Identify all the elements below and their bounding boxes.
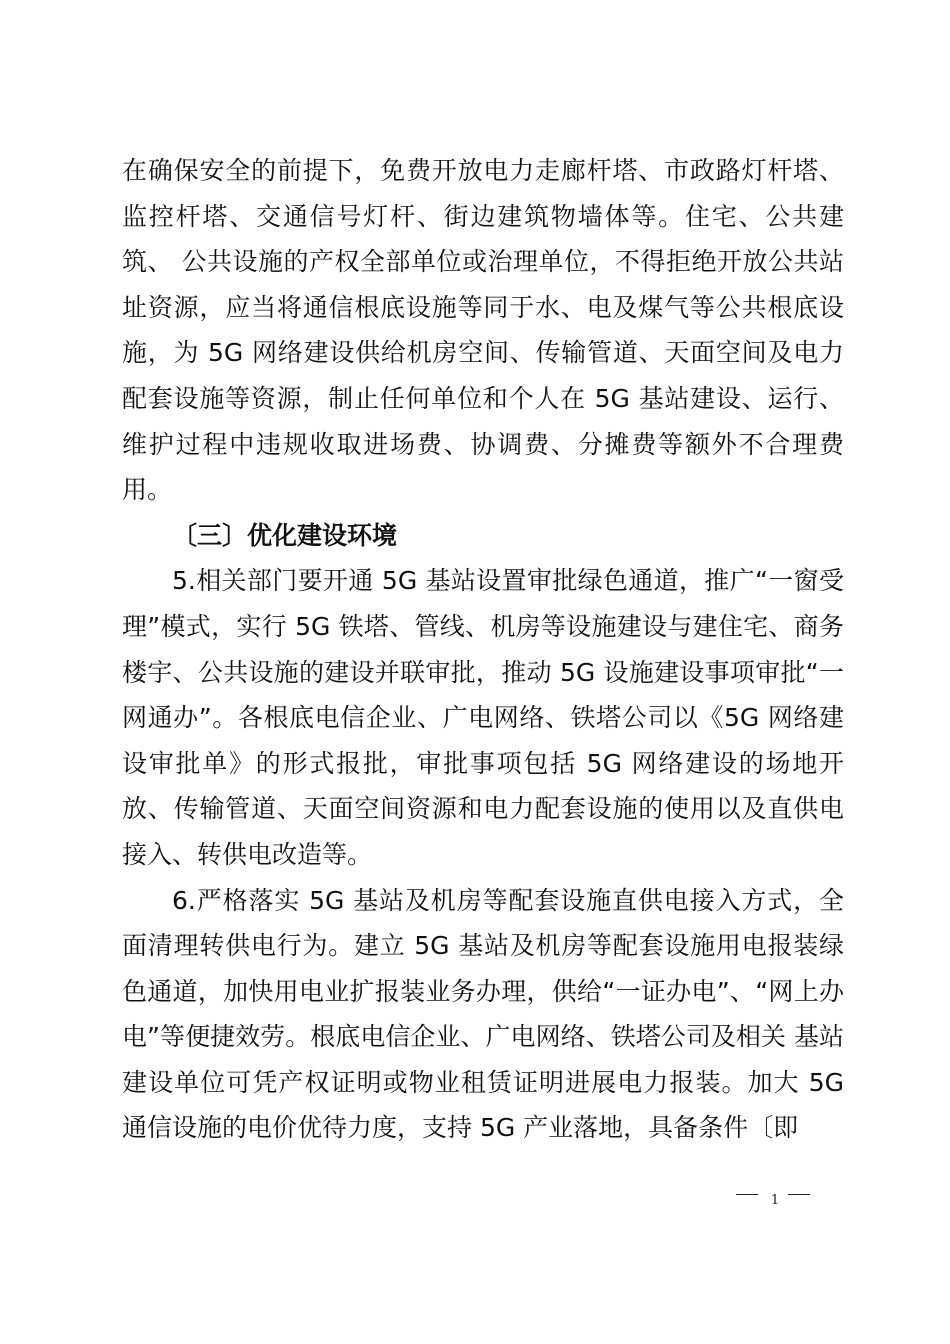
- footer-dash-left: [736, 1194, 758, 1195]
- section-heading: 〔三〕优化建设环境: [172, 520, 398, 550]
- body-paragraph-1: 在确保安全的前提下，免费开放电力走廊杆塔、市政路灯杆塔、监控杆塔、交通信号灯杆、街边建筑物墙体等。住宅、公共建筑、 公共设施的产权全部单位或治理单位，不得拒绝开放公共站址资源，应当将通信根底设施等同于水、电及煤气等公共根底设施，为 5G 网络建设供给机房空间、传输管道、天面空间及电力配套设施等资源，制止任何单位和个人在 5G 基站建设、运行、维护过程中违规收取进场费、协调费、分摊费等额外不合理费用。: [122, 156, 844, 505]
- document-page: [122, 148, 844, 1151]
- footer-dash-right: [788, 1194, 810, 1195]
- page-footer: [736, 1186, 816, 1210]
- page-number: 1: [770, 1193, 780, 1208]
- body-paragraph-6: 6.严格落实 5G 基站及机房等配套设施直供电接入方式，全面清理转供电行为。建立 5G 基站及机房等配套设施用电报装绿色通道，加快用电业扩报装业务办理，供给“一证办电”、“网上办电”等便捷效劳。根底电信企业、广电网络、铁塔公司及相关 基站建设单位可凭产权证明或物业租赁证明进展电力报装。加大 5G 通信设施的电价优待力度，支持 5G 产业落地，具备条件〔即: [122, 885, 844, 1143]
- body-paragraph-5: 5.相关部门要开通 5G 基站设置审批绿色通道，推广“一窗受理”模式，实行 5G 铁塔、管线、机房等设施建设与建住宅、商务楼宇、公共设施的建设并联审批，推动 5G 设施建设事项审批“一网通办”。各根底电信企业、广电网络、铁塔公司以《5G 网络建设审批单》的形式报批，审批事项包括 5G 网络建设的场地开放、传输管道、天面空间资源和电力配套设施的使用以及直供电接入、转供电改造等。: [122, 566, 844, 869]
